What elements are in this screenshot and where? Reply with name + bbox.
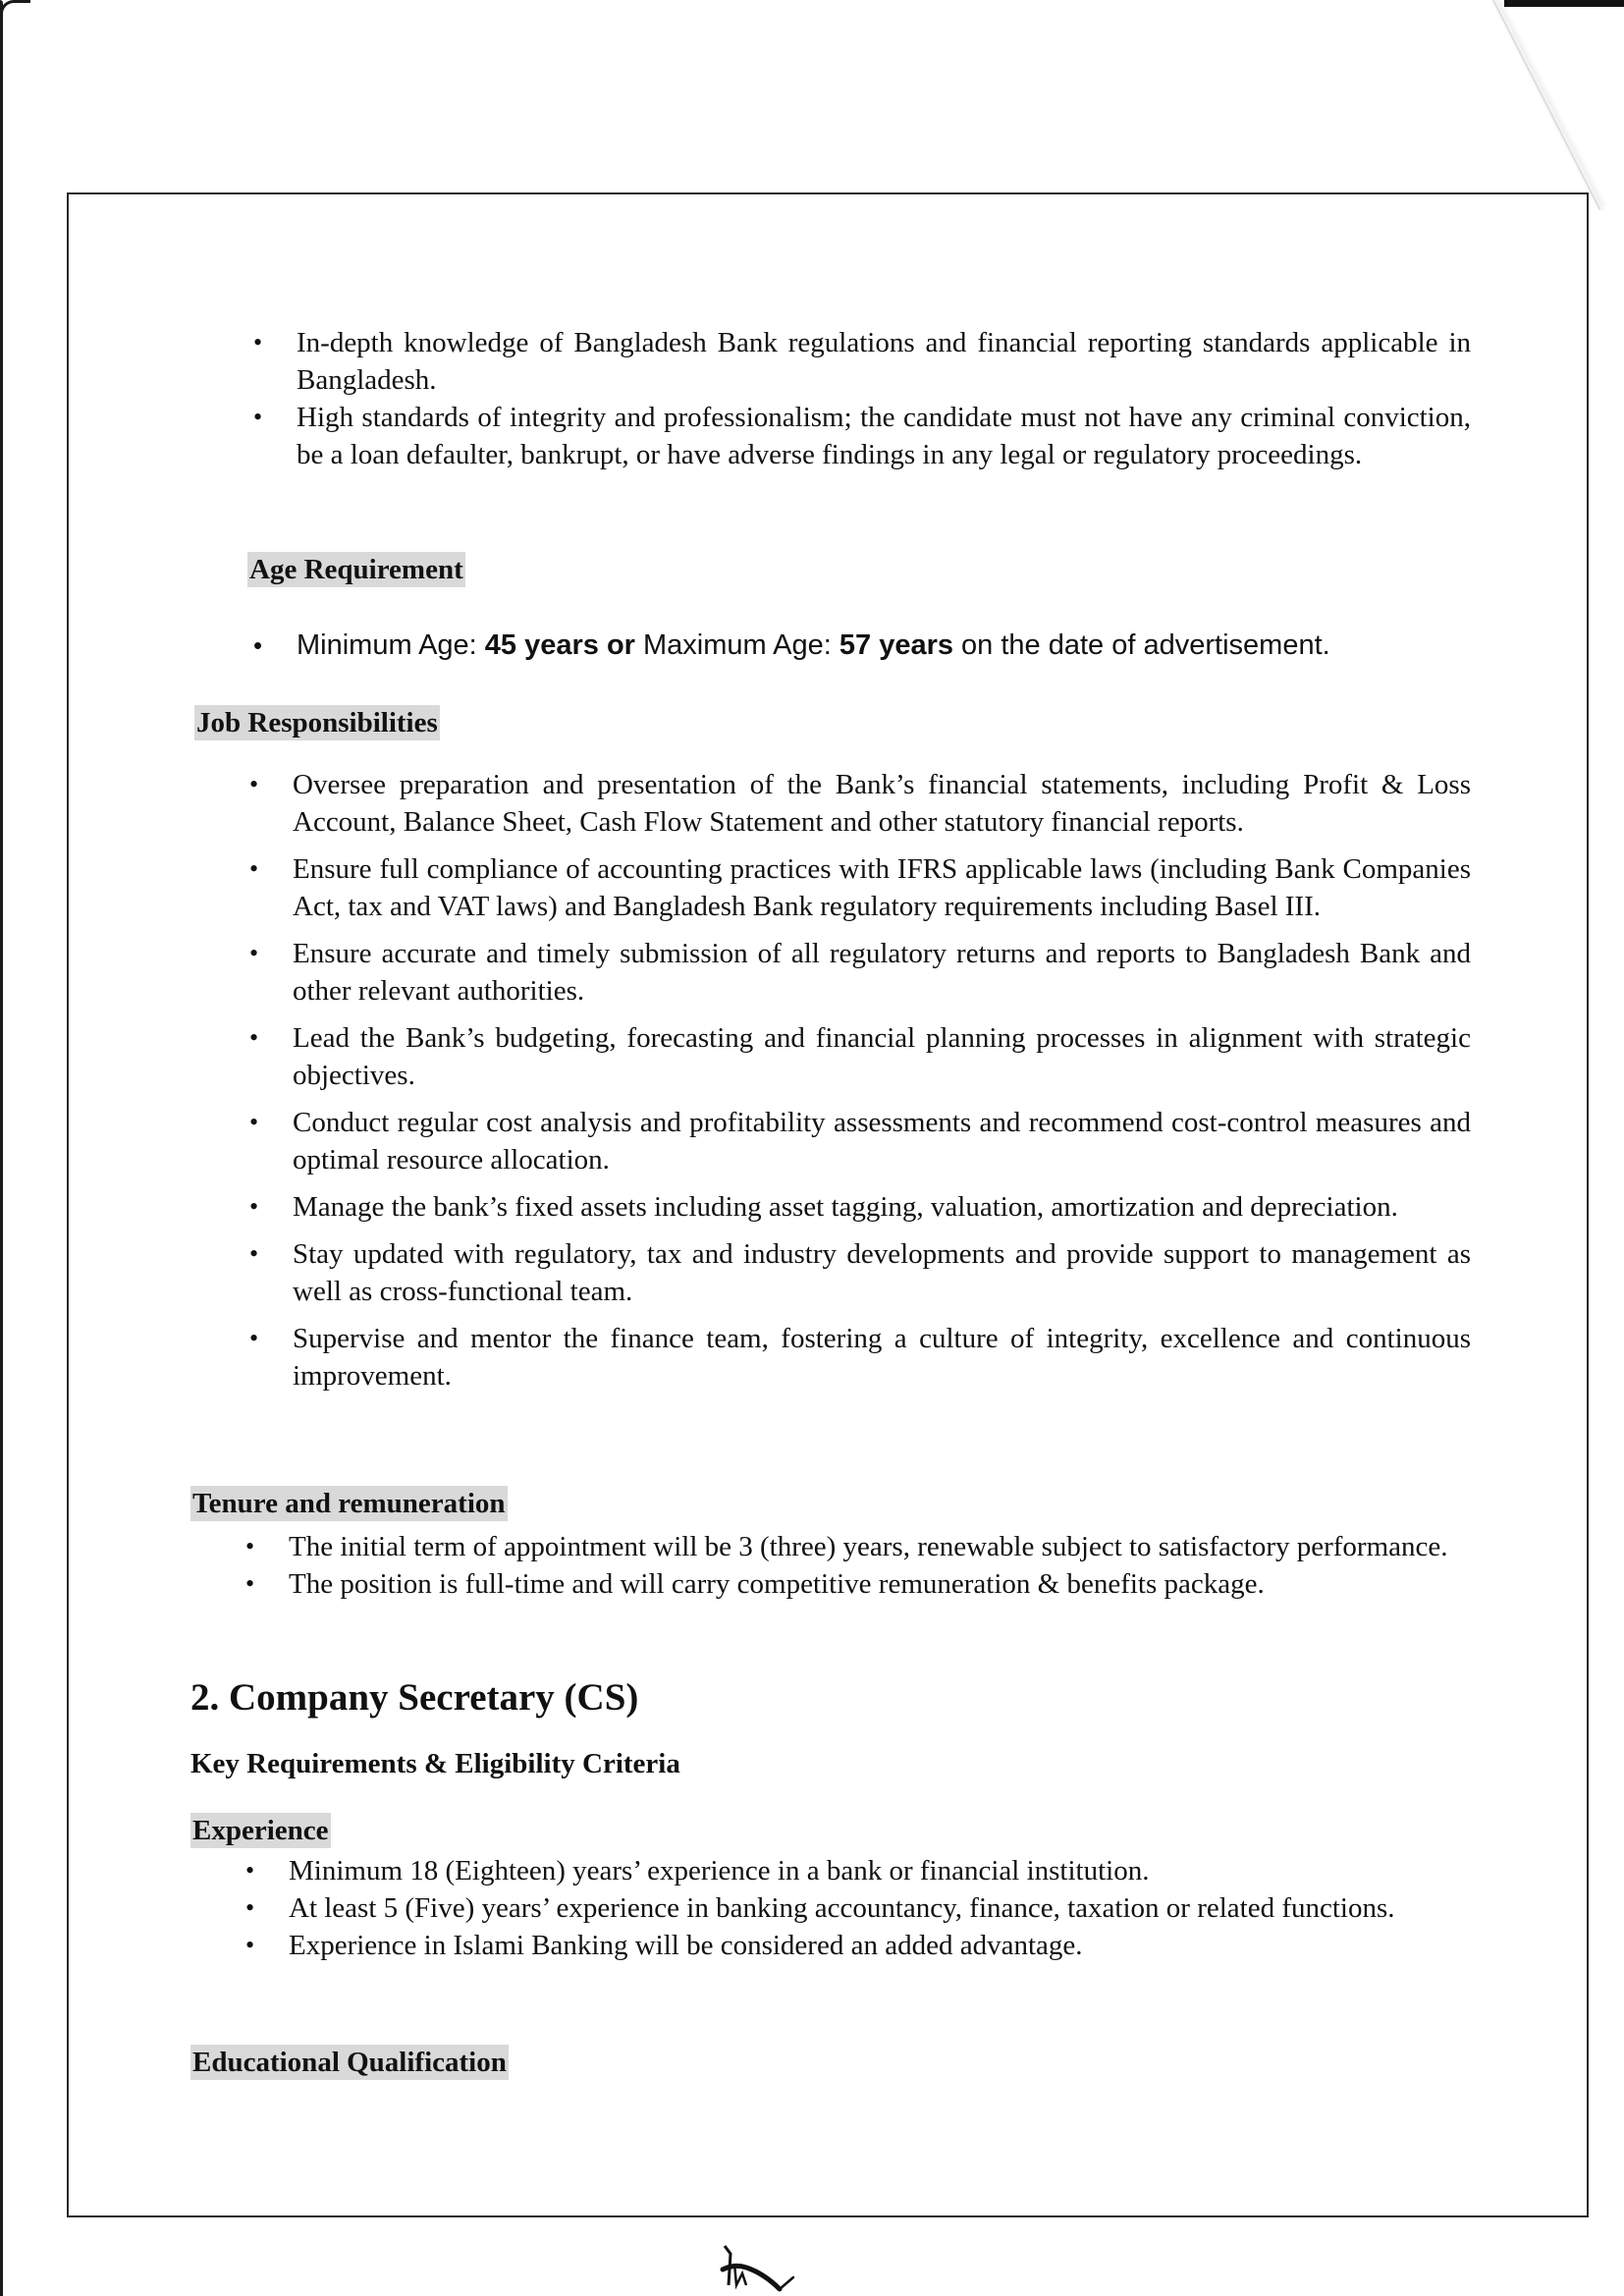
list-item: • Ensure full compliance of accounting practices with IFRS applicable laws (including Bank Companies Act, tax and VAT laws) and Bangladesh Bank regulatory requirements including Basel III. (293, 850, 1471, 925)
tenure-heading: Tenure and remuneration (192, 1488, 506, 1519)
educational-qualification-heading: Educational Qualification (192, 2047, 507, 2078)
age-requirement-list (297, 627, 1471, 664)
scan-left-edge-corner (0, 0, 30, 15)
list-item: • Minimum 18 (Eighteen) years’ experience in a bank or financial institution. (289, 1852, 1471, 1889)
list-item: • High standards of integrity and professionalism; the candidate must not have any criminal conviction, be a loan defaulter, bankrupt, or have adverse findings in any legal or regulatory proceedings. (297, 399, 1471, 473)
experience-list (289, 1852, 1471, 1964)
page-fold-crease (1492, 0, 1602, 210)
list-item: • Experience in Islami Banking will be considered an added advantage. (289, 1927, 1471, 1964)
list-item: • The position is full-time and will carry competitive remuneration & benefits package. (289, 1565, 1471, 1603)
list-item: • Lead the Bank’s budgeting, forecasting and financial planning processes in alignment with strategic objectives. (293, 1019, 1471, 1094)
min-age-value: 45 years or (484, 629, 635, 661)
key-requirements-subtitle: Key Requirements & Eligibility Criteria (190, 1748, 680, 1779)
list-item: • At least 5 (Five) years’ experience in banking accountancy, finance, taxation or related functions. (289, 1889, 1471, 1927)
scan-top-right-bar (1504, 0, 1624, 7)
list-item: • Conduct regular cost analysis and profitability assessments and recommend cost-control measures and optimal resource allocation. (293, 1104, 1471, 1178)
qualifications-continued-list (297, 324, 1471, 473)
list-item: • Ensure accurate and timely submission of all regulatory returns and reports to Bangladesh Bank and other relevant authorities. (293, 935, 1471, 1010)
age-suffix: on the date of advertisement. (953, 629, 1330, 661)
signature-initial-mark (695, 2234, 852, 2293)
job-responsibilities-heading: Job Responsibilities (196, 707, 438, 738)
list-item: • Supervise and mentor the finance team, fostering a culture of integrity, excellence and continuous improvement. (293, 1320, 1471, 1394)
job-responsibilities-list (293, 766, 1471, 1394)
age-requirement-heading: Age Requirement (249, 554, 463, 585)
scan-left-edge (0, 0, 3, 2296)
max-age-value: 57 years (839, 629, 953, 661)
min-age-label: Minimum Age: (297, 629, 485, 661)
max-age-label: Maximum Age: (634, 629, 839, 661)
list-item: • Manage the bank’s fixed assets including asset tagging, valuation, amortization and depreciation. (293, 1188, 1471, 1226)
age-requirement-item (297, 627, 1471, 664)
list-item: • The initial term of appointment will be 3 (three) years, renewable subject to satisfactory performance. (289, 1528, 1471, 1565)
section-title-company-secretary: 2. Company Secretary (CS) (190, 1676, 639, 1719)
tenure-list (289, 1528, 1471, 1603)
list-item: • Stay updated with regulatory, tax and industry developments and provide support to management as well as cross-functional team. (293, 1235, 1471, 1310)
list-item: • In-depth knowledge of Bangladesh Bank regulations and financial reporting standards applicable in Bangladesh. (297, 324, 1471, 399)
experience-heading: Experience (192, 1815, 329, 1846)
list-item: • Oversee preparation and presentation of the Bank’s financial statements, including Profit & Loss Account, Balance Sheet, Cash Flow Statement and other statutory financial reports. (293, 766, 1471, 841)
